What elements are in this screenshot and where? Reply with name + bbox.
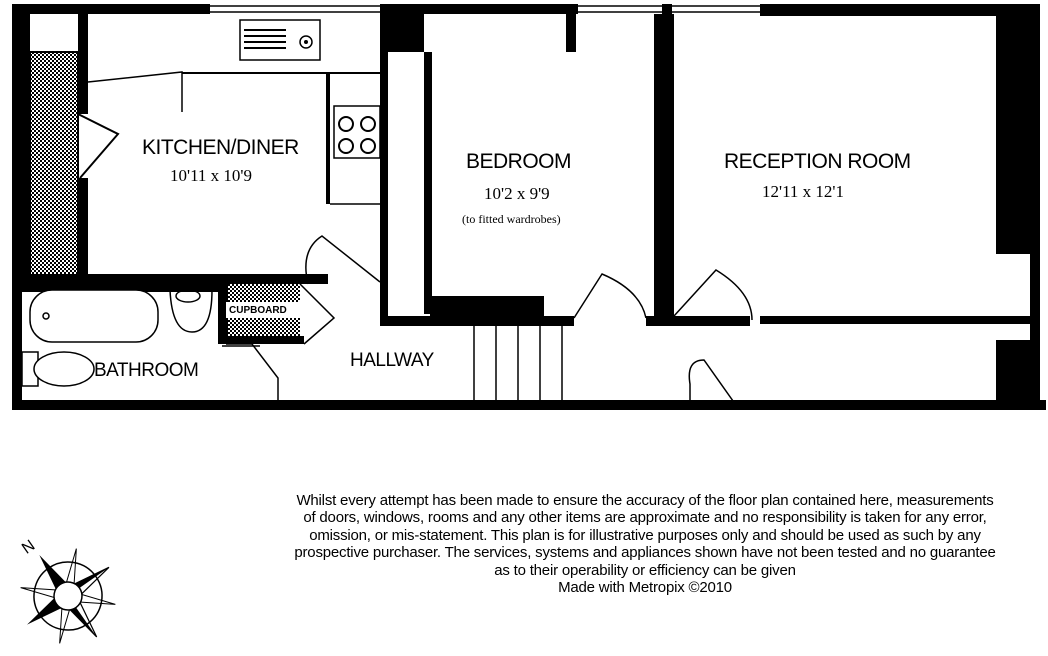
credit: Made with Metropix ©2010 xyxy=(558,579,732,597)
bedroom-dimensions: 10'2 x 9'9 xyxy=(484,184,550,203)
disclaimer-line: omission, or mis-statement. This plan is for illustrative purposes only and should be used as such by any xyxy=(309,526,981,544)
cupboard-label: CUPBOARD xyxy=(229,305,287,316)
bedroom-note: (to fitted wardrobes) xyxy=(462,212,561,226)
reception-name: RECEPTION ROOM xyxy=(724,150,911,173)
disclaimer-line: as to their operability or efficiency can be given xyxy=(494,561,796,579)
stairs xyxy=(474,326,562,400)
disclaimer-line: prospective purchaser. The services, systems and appliances shown have not been tested and no guarantee xyxy=(294,544,996,562)
disclaimer-line: of doors, windows, rooms and any other items are approximate and no responsibility is taken for any error, xyxy=(303,509,987,527)
reception-dimensions: 12'11 x 12'1 xyxy=(762,182,844,201)
bedroom-name: BEDROOM xyxy=(466,150,572,173)
compass-rose-icon xyxy=(14,530,124,645)
kitchen-dimensions: 10'11 x 10'9 xyxy=(170,166,252,185)
disclaimer-line: Whilst every attempt has been made to ensure the accuracy of the floor plan contained here, measurements xyxy=(296,492,994,509)
windows xyxy=(210,6,1038,340)
disclaimer xyxy=(236,492,1048,596)
kitchen-name: KITCHEN/DINER xyxy=(142,136,299,159)
central-walls xyxy=(380,4,1030,410)
outer-walls xyxy=(12,4,1046,410)
hallway-name: HALLWAY xyxy=(350,350,434,371)
bathroom-name: BATHROOM xyxy=(94,360,199,381)
compass-north-label: N xyxy=(19,537,39,558)
